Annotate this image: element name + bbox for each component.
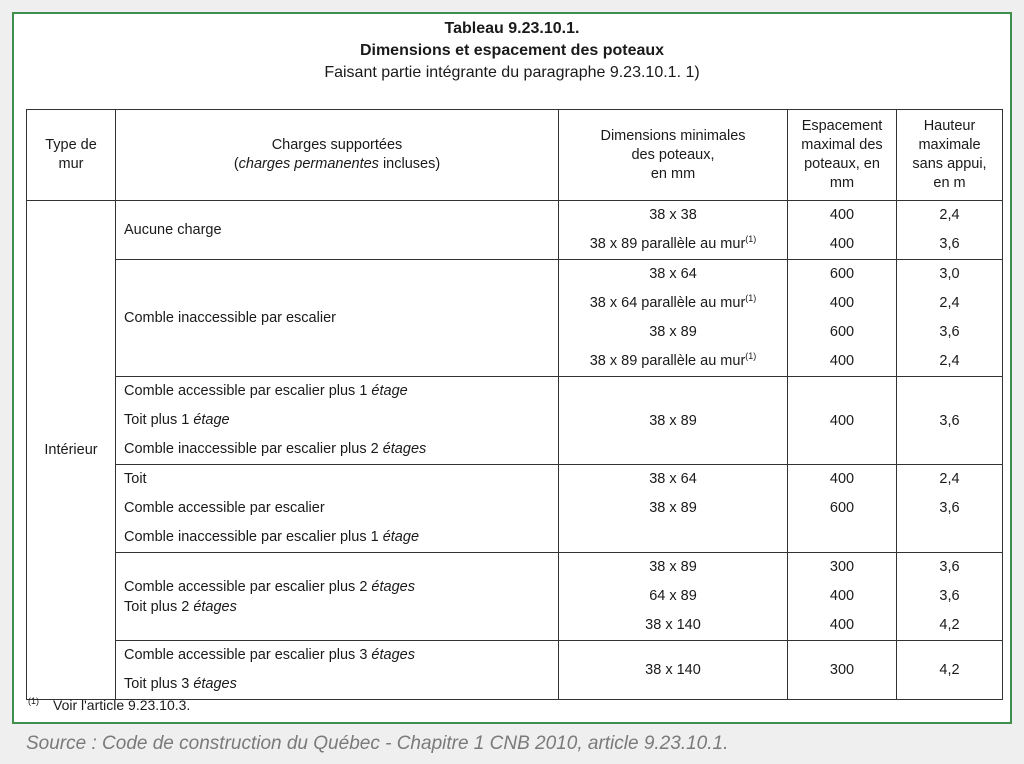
- source-caption: Source : Code de construction du Québec - Chapitre 1 CNB 2010, article 9.23.10.1.: [26, 733, 729, 754]
- header-row: [27, 110, 1003, 201]
- charges-cell: Aucune charge: [116, 201, 559, 260]
- hauteur-cell: 3,6: [897, 377, 1003, 465]
- espacement-cell: 400 600: [788, 465, 897, 553]
- table-row-group-3: [27, 377, 1003, 465]
- footnote-text: Voir l'article 9.23.10.3.: [53, 697, 191, 713]
- table-row-group-5: [27, 553, 1003, 641]
- type-mur-cell: Intérieur: [27, 201, 116, 700]
- espacement-cell: 400: [788, 377, 897, 465]
- footnote-marker: (1): [28, 696, 39, 707]
- charges-cell: Comble accessible par escalier plus 3 étages Toit plus 3 étages: [116, 641, 559, 700]
- table-row-group-4: [27, 465, 1003, 553]
- posts-table: [26, 109, 1003, 700]
- dimensions-cell: 38 x 89: [559, 377, 788, 465]
- document-frame: [12, 12, 1012, 724]
- table-row-group-1: [27, 201, 1003, 260]
- header-hauteur: Hauteur maximale sans appui, en m: [897, 110, 1003, 201]
- table-subtitle: Faisant partie intégrante du paragraphe 9.23.10.1. 1): [324, 64, 700, 81]
- header-charges: Charges supportées (charges permanentes incluses): [116, 110, 559, 201]
- table-title-block: [14, 18, 1010, 84]
- hauteur-cell: 3,6 3,6 4,2: [897, 553, 1003, 641]
- footnote: [28, 697, 190, 713]
- espacement-cell: 300: [788, 641, 897, 700]
- hauteur-cell: 2,4 3,6: [897, 201, 1003, 260]
- charges-cell: Comble inaccessible par escalier: [116, 260, 559, 377]
- dimensions-cell: 38 x 64 38 x 89: [559, 465, 788, 553]
- table-row-group-6: [27, 641, 1003, 700]
- dimensions-cell: 38 x 64 38 x 64 parallèle au mur$^{(1)}$ 38 x 89 38 x 89 parallèle au mur$^{(1)}$: [559, 260, 788, 377]
- header-espacement: Espacement maximal des poteaux, en mm: [788, 110, 897, 201]
- table-title: Dimensions et espacement des poteaux: [359, 42, 665, 59]
- hauteur-cell: 3,0 2,4 3,6 2,4: [897, 260, 1003, 377]
- table-row-group-2: [27, 260, 1003, 377]
- charges-cell: Comble accessible par escalier plus 1 étage Toit plus 1 étage Comble inaccessible par escalier plus 2 étages: [116, 377, 559, 465]
- dimensions-cell: 38 x 89 64 x 89 38 x 140: [559, 553, 788, 641]
- hauteur-cell: 4,2: [897, 641, 1003, 700]
- header-dimensions: Dimensions minimales des poteaux, en mm: [559, 110, 788, 201]
- espacement-cell: 400 400: [788, 201, 897, 260]
- hauteur-cell: 2,4 3,6: [897, 465, 1003, 553]
- table-number: Tableau 9.23.10.1.: [444, 20, 580, 37]
- espacement-cell: 600 400 600 400: [788, 260, 897, 377]
- charges-cell: Comble accessible par escalier plus 2 étages Toit plus 2 étages: [116, 553, 559, 641]
- header-type-mur: Type de mur: [27, 110, 116, 201]
- charges-cell: Toit Comble accessible par escalier Comble inaccessible par escalier plus 1 étage: [116, 465, 559, 553]
- dimensions-cell: 38 x 38 38 x 89 parallèle au mur$^{(1)}$: [559, 201, 788, 260]
- espacement-cell: 300 400 400: [788, 553, 897, 641]
- dimensions-cell: 38 x 140: [559, 641, 788, 700]
